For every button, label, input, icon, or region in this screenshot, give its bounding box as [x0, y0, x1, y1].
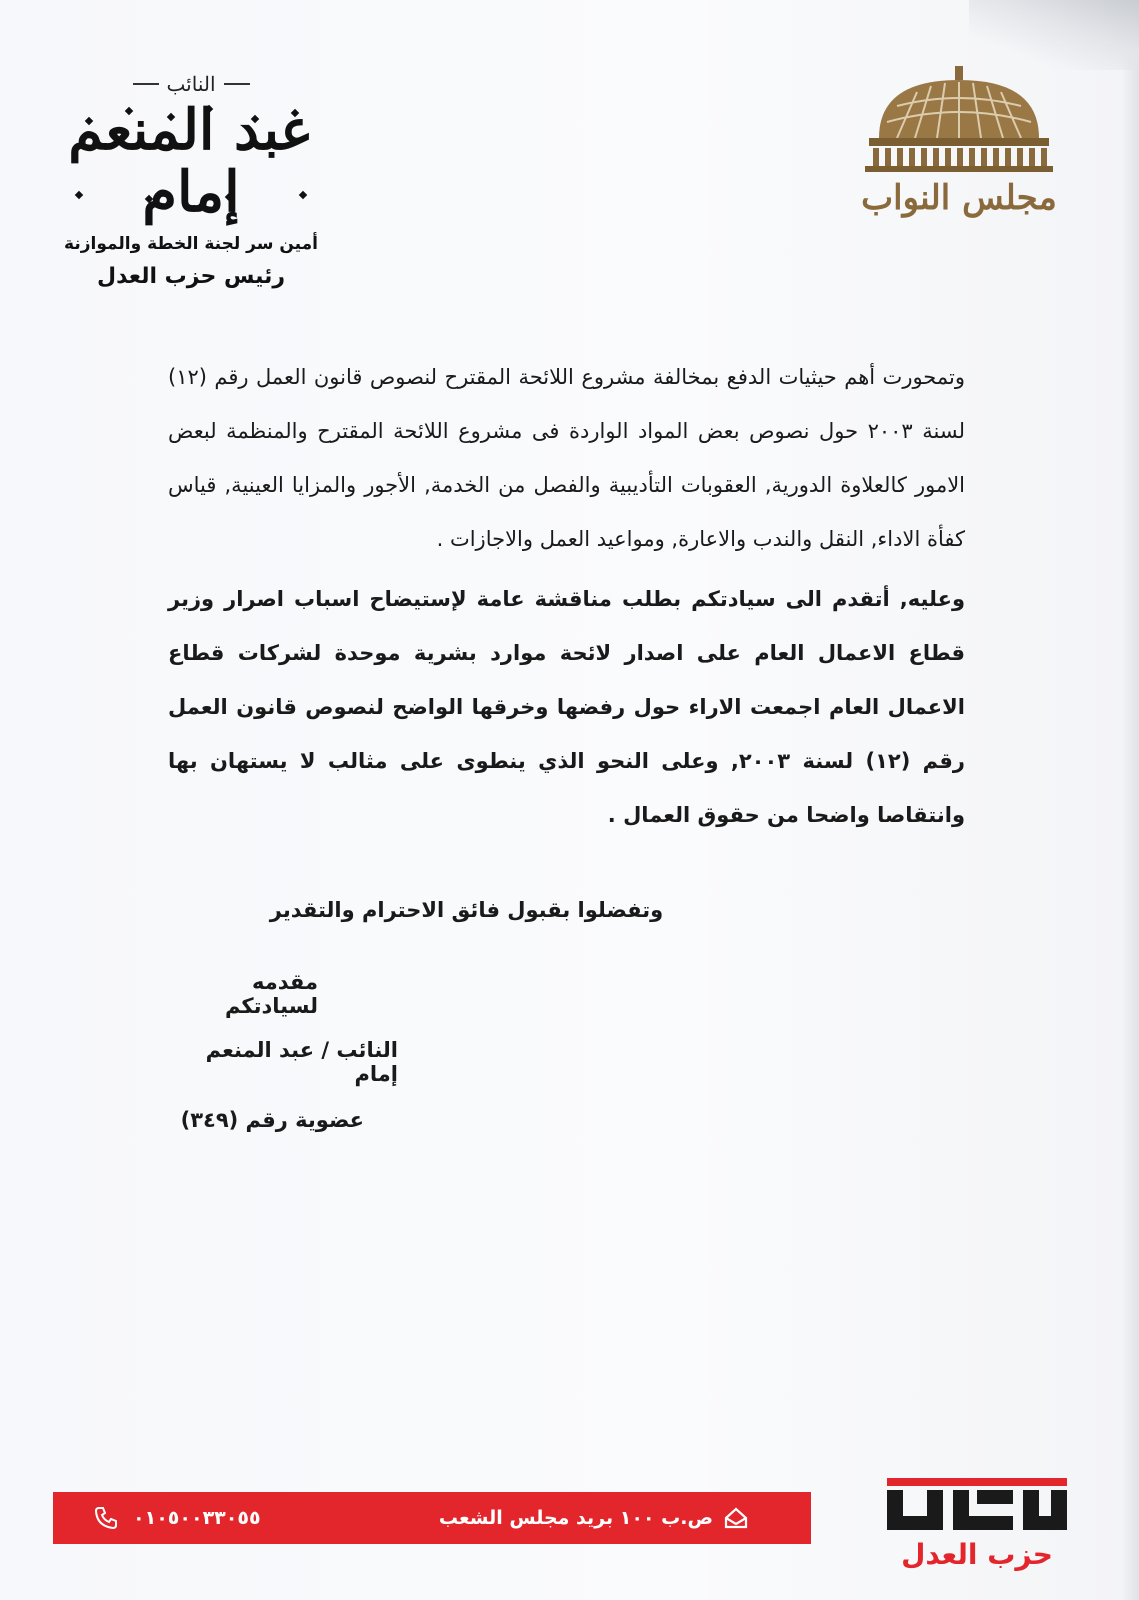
paragraph-1: وتمحورت أهم حيثيات الدفع بمخالفة مشروع اللائحة المقترح لنصوص قانون العمل رقم (١٢) لسنة ٢٠٠٣ حول نصوص بعض المواد الواردة فى مشروع اللائحة المقترح والمنظمة لبعض الامور كالعلاوة الدورية, العقوبات التأديبية والفصل من الخدمة, الأجور والمزايا العينية, قياس كفأة الاداء, النقل والندب والاعارة, ومواعيد العمل والاجازات .: [168, 365, 965, 551]
party-logo: [877, 1466, 1077, 1576]
membership-number: عضوية رقم (٣٤٩): [180, 1108, 364, 1132]
footer-address-text: ص.ب ١٠٠ بريد مجلس الشعب: [438, 1507, 713, 1529]
adl-party-logo-icon: [877, 1466, 1077, 1536]
party-logo-name: حزب العدل: [901, 1538, 1053, 1571]
footer-bar: [53, 1492, 811, 1544]
paragraph-2: وعليه, أتقدم الى سيادتكم بطلب مناقشة عامة لإستيضاح اسباب اصرار وزير قطاع الاعمال العام على اصدار لائحة موارد بشرية موحدة لشركات قطاع الاعمال العام اجمعت الاراء حول رفضها وخرقها الواضح لنصوص قانون العمل رقم (١٢) لسنة ٢٠٠٣, وعلى النحو الذي ينطوى على مثالب لا يستهان بها وانتقاصا واضحا من حقوق العمال .: [168, 587, 965, 827]
mail-icon: [723, 1505, 749, 1531]
deputy-title: النائب: [166, 72, 216, 96]
phone-icon: [93, 1505, 119, 1531]
signature-name: النائب / عبد المنعم إمام: [205, 1038, 398, 1086]
deputy-role: أمين سر لجنة الخطة والموازنة: [64, 234, 318, 254]
title-divider-right: [133, 83, 159, 85]
parliament-dome-icon: [859, 66, 1059, 178]
footer-address: [439, 1492, 749, 1544]
page-edge-shadow: [1121, 0, 1139, 1600]
submitted-to: مقدمه لسيادتكم: [224, 970, 318, 1018]
page-corner-fold: [969, 0, 1139, 70]
closing-salutation: وتفضلوا بقبول فائق الاحترام والتقدير: [269, 898, 664, 922]
footer-phone: [93, 1492, 261, 1544]
footer-phone-text: ٠١٠٥٠٠٣٣٠٥٥: [133, 1507, 261, 1529]
title-divider-left: [224, 83, 250, 85]
deputy-title-row: [56, 72, 326, 96]
parliament-name: مجلس النواب: [861, 178, 1057, 218]
deputy-header: [56, 68, 326, 308]
parliament-logo: [859, 66, 1059, 236]
deputy-name: عبد المنعم إمام: [68, 97, 314, 225]
letter-body: [168, 350, 965, 1132]
deputy-party-title: رئيس حزب العدل: [97, 264, 285, 289]
